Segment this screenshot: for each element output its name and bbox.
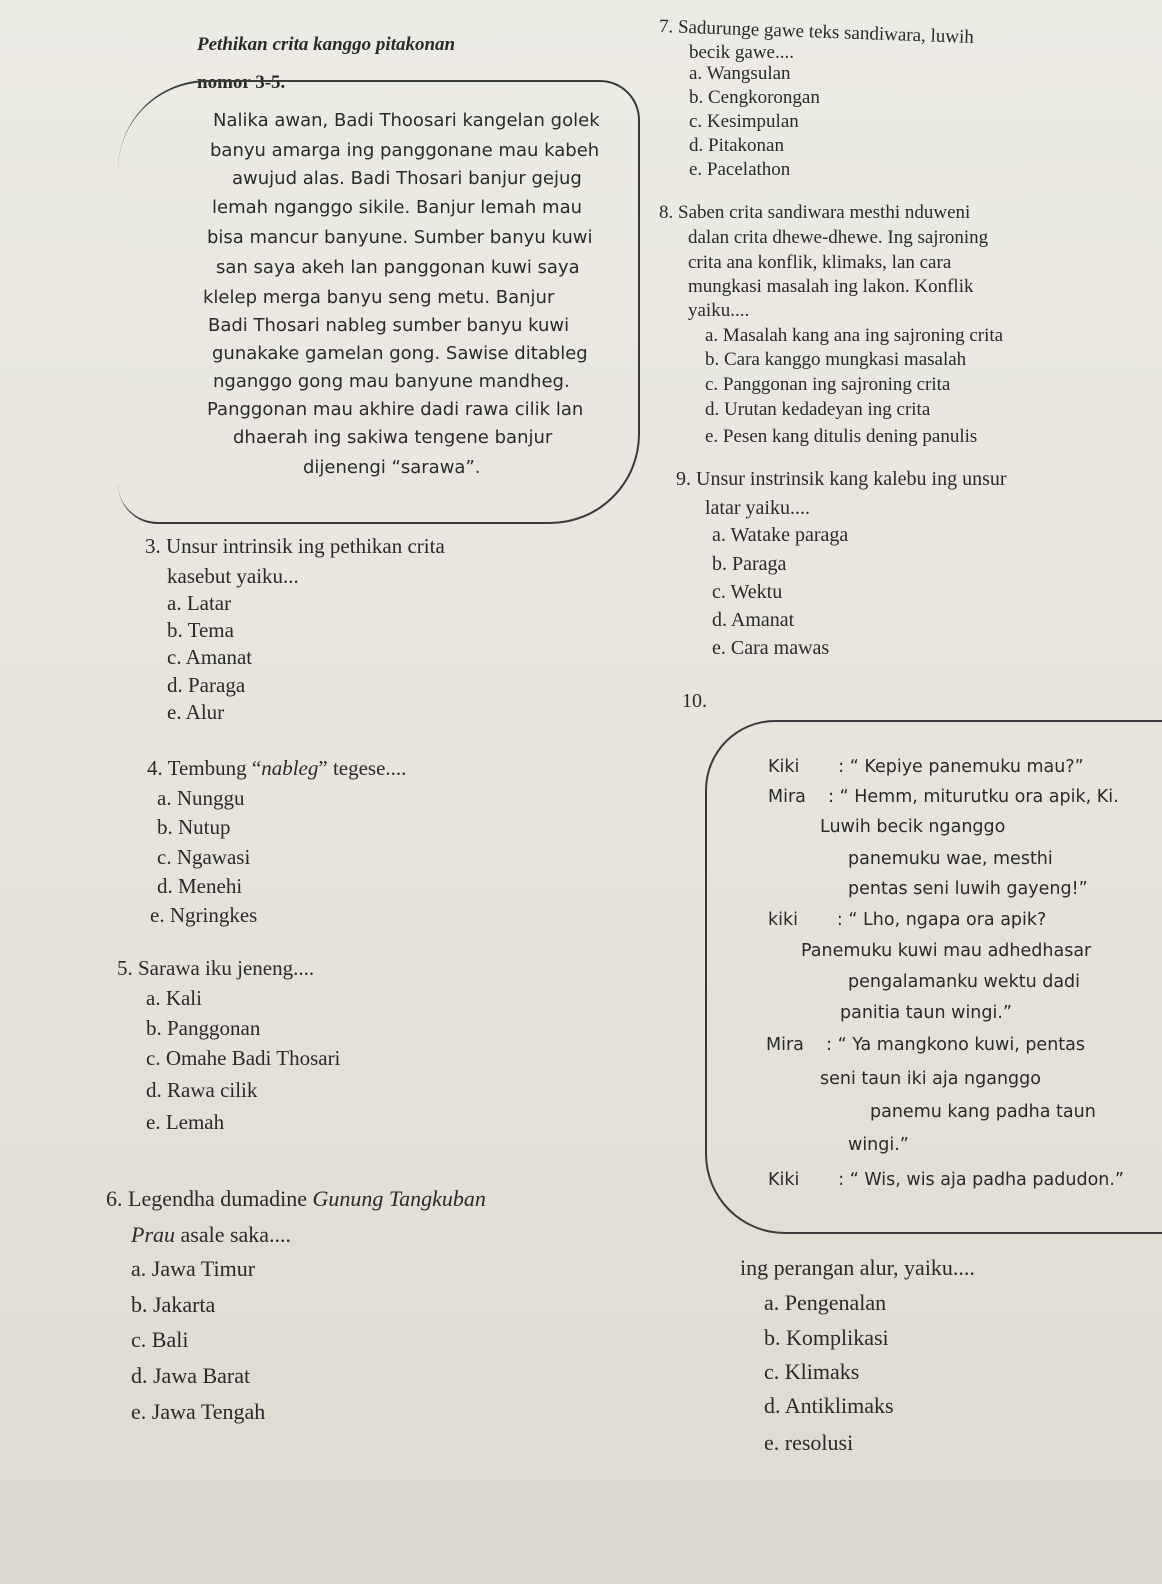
q5-option-a[interactable]: a. Kali [146, 986, 202, 1010]
q9-option-b[interactable]: b. Paraga [712, 553, 787, 575]
q4-option-a[interactable]: a. Nunggu [157, 786, 245, 810]
dialog-line: panitia taun wingi.” [840, 1003, 1012, 1023]
q8-option-e[interactable]: e. Pesen kang ditulis dening panulis [705, 426, 978, 447]
story-line: awujud alas. Badi Thosari banjur gejug [232, 168, 582, 189]
question-6-stem-cont [131, 1222, 291, 1248]
q5-option-c[interactable]: c. Omahe Badi Thosari [146, 1046, 341, 1070]
question-10-stem: ing perangan alur, yaiku.... [740, 1255, 975, 1280]
dialog-line: Luwih becik nganggo [820, 817, 1006, 837]
q7-option-b[interactable]: b. Cengkorongan [689, 87, 820, 108]
q6-option-a[interactable]: a. Jawa Timur [131, 1256, 256, 1281]
q6-pre: 6. Legendha dumadine [106, 1186, 313, 1211]
q7-option-a[interactable]: a. Wangsulan [689, 63, 791, 84]
question-10-number: 10. [682, 690, 707, 712]
q10-option-d[interactable]: d. Antiklimaks [764, 1393, 894, 1418]
q3-option-e[interactable]: e. Alur [167, 700, 225, 724]
q3-option-a[interactable]: a. Latar [167, 591, 232, 615]
dialog-line: seni taun iki aja nganggo [820, 1069, 1041, 1089]
excerpt-header-line2: nomor 3-5. [197, 72, 286, 93]
question-7-stem: 7. Sadurunge gawe teks sandiwara, luwih [658, 16, 975, 48]
question-6-stem [106, 1186, 486, 1212]
dialog-line: Kiki : “ Wis, wis aja padha padudon.” [768, 1170, 1124, 1190]
q4-option-b[interactable]: b. Nutup [157, 815, 231, 839]
q3-option-d[interactable]: d. Paraga [167, 673, 246, 697]
q9-option-e[interactable]: e. Cara mawas [712, 637, 830, 659]
story-line: Panggonan mau akhire dadi rawa cilik lan [207, 399, 584, 420]
q5-option-d[interactable]: d. Rawa cilik [146, 1078, 258, 1102]
story-line: dhaerah ing sakiwa tengene banjur [233, 427, 553, 448]
q10-option-b[interactable]: b. Komplikasi [764, 1325, 889, 1350]
q9-option-c[interactable]: c. Wektu [712, 581, 783, 603]
q10-option-c[interactable]: c. Klimaks [764, 1359, 860, 1384]
dialog-line: Kiki : “ Kepiye panemuku mau?” [768, 757, 1084, 777]
story-line: bisa mancur banyune. Sumber banyu kuwi [207, 227, 593, 248]
question-4-stem [147, 756, 406, 781]
dialog-line: panemu kang padha taun [870, 1102, 1096, 1122]
q7-option-c[interactable]: c. Kesimpulan [689, 111, 799, 132]
q5-option-e[interactable]: e. Lemah [146, 1110, 225, 1134]
q8-option-d[interactable]: d. Urutan kedadeyan ing crita [705, 399, 931, 420]
story-line: gunakake gamelan gong. Sawise ditableg [212, 343, 588, 364]
story-line: klelep merga banyu seng metu. Banjur [203, 287, 555, 308]
q6-post: asale saka.... [175, 1222, 292, 1247]
q7-option-e[interactable]: e. Pacelathon [689, 159, 791, 180]
q6-option-b[interactable]: b. Jakarta [131, 1292, 216, 1317]
dialog-line: Panemuku kuwi mau adhedhasar [801, 941, 1092, 961]
q10-option-e[interactable]: e. resolusi [764, 1430, 854, 1455]
dialog-line: pentas seni luwih gayeng!” [848, 879, 1088, 899]
story-line: lemah nganggo sikile. Banjur lemah mau [212, 197, 583, 218]
q4-pre: 4. Tembung “ [147, 756, 262, 780]
q3-option-c[interactable]: c. Amanat [167, 645, 253, 669]
question-8-stem-cont: mungkasi masalah ing lakon. Konflik [688, 276, 974, 297]
q6-option-e[interactable]: e. Jawa Tengah [131, 1399, 266, 1424]
story-line: nganggo gong mau banyune mandheg. [213, 371, 570, 392]
excerpt-header-line1: Pethikan crita kanggo pitakonan [197, 34, 456, 55]
story-line: Nalika awan, Badi Thoosari kangelan golek [213, 110, 600, 131]
story-line: san saya akeh lan panggonan kuwi saya [216, 257, 580, 278]
story-line: Badi Thosari nableg sumber banyu kuwi [208, 315, 570, 336]
question-8-stem-cont: crita ana konflik, klimaks, lan cara [688, 252, 952, 273]
story-line: banyu amarga ing panggonane mau kabeh [210, 140, 600, 161]
story-line: dijenengi “sarawa”. [303, 457, 481, 478]
question-3-stem-cont: kasebut yaiku... [167, 564, 299, 588]
q6-name2: Prau [131, 1222, 175, 1247]
question-9-stem: 9. Unsur instrinsik kang kalebu ing unsur [676, 468, 1007, 490]
q10-option-a[interactable]: a. Pengenalan [764, 1290, 887, 1315]
q4-option-d[interactable]: d. Menehi [157, 874, 243, 898]
q4-option-c[interactable]: c. Ngawasi [157, 845, 251, 869]
q8-option-b[interactable]: b. Cara kanggo mungkasi masalah [705, 349, 967, 370]
q4-word: nableg [261, 756, 319, 780]
q4-option-e[interactable]: e. Ngringkes [150, 903, 258, 927]
dialog-line: Mira : “ Ya mangkono kuwi, pentas [766, 1035, 1085, 1055]
q6-option-d[interactable]: d. Jawa Barat [131, 1363, 251, 1388]
dialog-line: Mira : “ Hemm, miturutku ora apik, Ki. [768, 787, 1119, 807]
question-8-stem-cont: dalan crita dhewe-dhewe. Ing sajroning [688, 227, 989, 248]
q8-option-c[interactable]: c. Panggonan ing sajroning crita [705, 374, 951, 395]
q7-option-d[interactable]: d. Pitakonan [689, 135, 784, 156]
question-9-stem-cont: latar yaiku.... [705, 497, 810, 519]
q9-option-a[interactable]: a. Watake paraga [712, 524, 849, 546]
question-8-stem: 8. Saben crita sandiwara mesthi nduweni [659, 202, 971, 223]
q3-option-b[interactable]: b. Tema [167, 618, 234, 642]
q5-option-b[interactable]: b. Panggonan [146, 1016, 261, 1040]
q9-option-d[interactable]: d. Amanat [712, 609, 795, 631]
question-7-stem-cont: becik gawe.... [689, 42, 794, 63]
dialog-line: kiki : “ Lho, ngapa ora apik? [768, 910, 1047, 930]
question-5-stem: 5. Sarawa iku jeneng.... [117, 956, 315, 980]
dialog-line: panemuku wae, mesthi [848, 849, 1053, 869]
q4-post: ” tegese.... [318, 756, 407, 780]
q6-name: Gunung Tangkuban [312, 1186, 486, 1211]
question-8-stem-cont: yaiku.... [688, 300, 750, 321]
q8-option-a[interactable]: a. Masalah kang ana ing sajroning crita [705, 325, 1004, 346]
dialog-line: wingi.” [848, 1135, 909, 1155]
dialog-line: pengalamanku wektu dadi [848, 972, 1081, 992]
question-3-stem: 3. Unsur intrinsik ing pethikan crita [145, 534, 445, 558]
q6-option-c[interactable]: c. Bali [131, 1327, 189, 1352]
